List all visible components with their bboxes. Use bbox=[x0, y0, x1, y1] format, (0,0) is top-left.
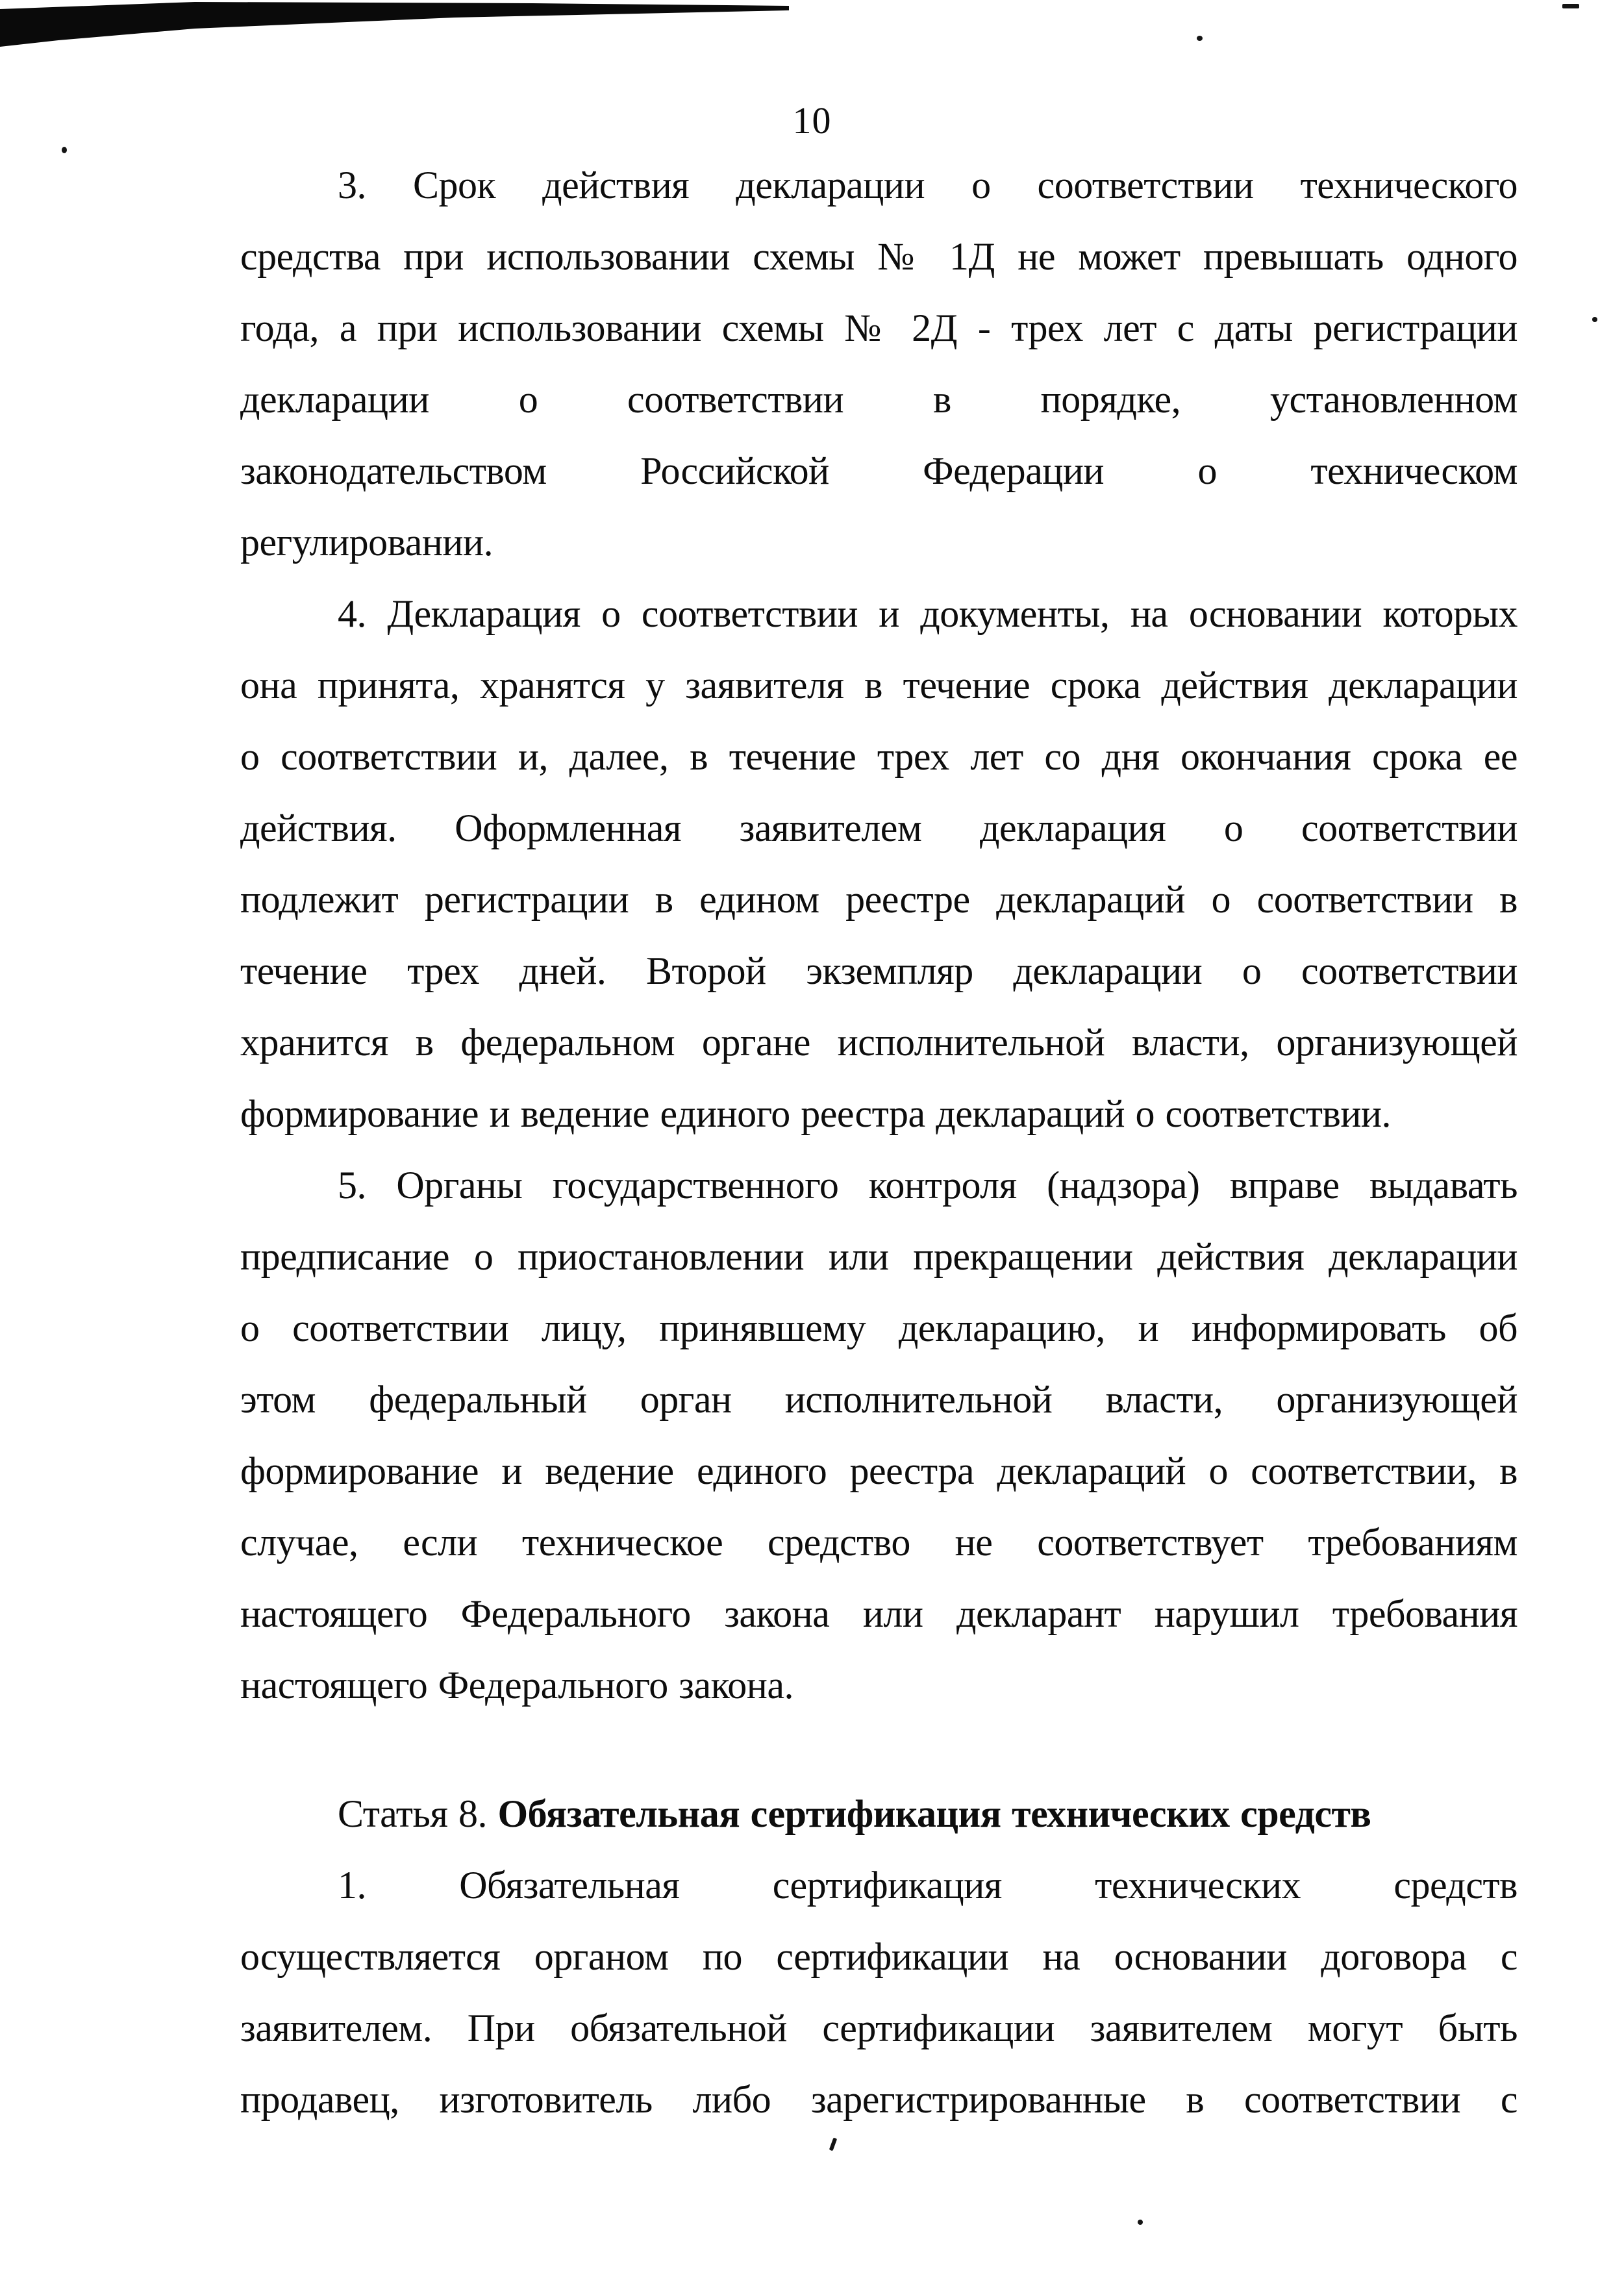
document-text-block bbox=[240, 149, 1518, 2135]
text-line: декларации о соответствии в порядке, установленном bbox=[240, 378, 1518, 421]
text-line: года, а при использовании схемы № 2Д - трех лет с даты регистрации bbox=[240, 307, 1518, 349]
text-line: случае, если техническое средство не соответствует требованиям bbox=[240, 1521, 1518, 1564]
text-line: настоящего Федерального закона или декларант нарушил требования bbox=[240, 1592, 1518, 1635]
scan-artifact-bar bbox=[0, 0, 812, 58]
text-line: предписание о приостановлении или прекращении действия декларации bbox=[240, 1235, 1518, 1278]
scan-speck bbox=[62, 147, 67, 153]
text-line: заявителем. При обязательной сертификации заявителем могут быть bbox=[240, 2007, 1518, 2049]
page-number: 10 bbox=[792, 99, 832, 142]
article-heading-prefix: Статья 8. bbox=[338, 1792, 498, 1835]
text-line: формирование и ведение единого реестра деклараций о соответствии. bbox=[240, 1092, 1392, 1135]
text-line: 4. Декларация о соответствии и документы, на основании которых bbox=[338, 592, 1518, 635]
text-line: о соответствии и, далее, в течение трех лет со дня окончания срока ее bbox=[240, 735, 1518, 778]
text-line: она принята, хранятся у заявителя в течение срока действия декларации bbox=[240, 664, 1518, 707]
article-heading bbox=[240, 1778, 1518, 1849]
text-line: хранится в федеральном органе исполнительной власти, организующей bbox=[240, 1021, 1518, 1064]
text-line: осуществляется органом по сертификации на основании договора с bbox=[240, 1935, 1518, 1978]
scan-speck bbox=[1592, 317, 1597, 322]
text-line: 1. Обязательная сертификация технических средств bbox=[338, 1864, 1518, 1907]
text-line: о соответствии лицу, принявшему декларацию, и информировать об bbox=[240, 1307, 1518, 1349]
text-line: течение трех дней. Второй экземпляр декларации о соответствии bbox=[240, 949, 1518, 992]
text-line: продавец, изготовитель либо зарегистрированные в соответствии с bbox=[240, 2078, 1518, 2121]
text-line: формирование и ведение единого реестра деклараций о соответствии, в bbox=[240, 1449, 1518, 1492]
text-line: подлежит регистрации в едином реестре деклараций о соответствии в bbox=[240, 878, 1518, 921]
article-heading-title: Обязательная сертификация технических средств bbox=[497, 1792, 1371, 1835]
scan-speck bbox=[1562, 4, 1579, 8]
text-line: законодательством Российской Федерации о техническом bbox=[240, 449, 1518, 492]
text-line: 3. Срок действия декларации о соответствии технического bbox=[338, 164, 1518, 207]
text-line: средства при использовании схемы № 1Д не может превышать одного bbox=[240, 235, 1518, 278]
text-line: этом федеральный орган исполнительной власти, организующей bbox=[240, 1378, 1518, 1421]
scan-speck bbox=[1197, 36, 1203, 41]
text-line: настоящего Федерального закона. bbox=[240, 1664, 793, 1707]
scan-speck bbox=[1138, 2220, 1143, 2225]
scan-speck bbox=[829, 2138, 837, 2151]
text-line: регулировании. bbox=[240, 521, 493, 564]
text-line: 5. Органы государственного контроля (надзора) вправе выдавать bbox=[338, 1164, 1518, 1207]
text-line: действия. Оформленная заявителем декларация о соответствии bbox=[240, 807, 1518, 849]
